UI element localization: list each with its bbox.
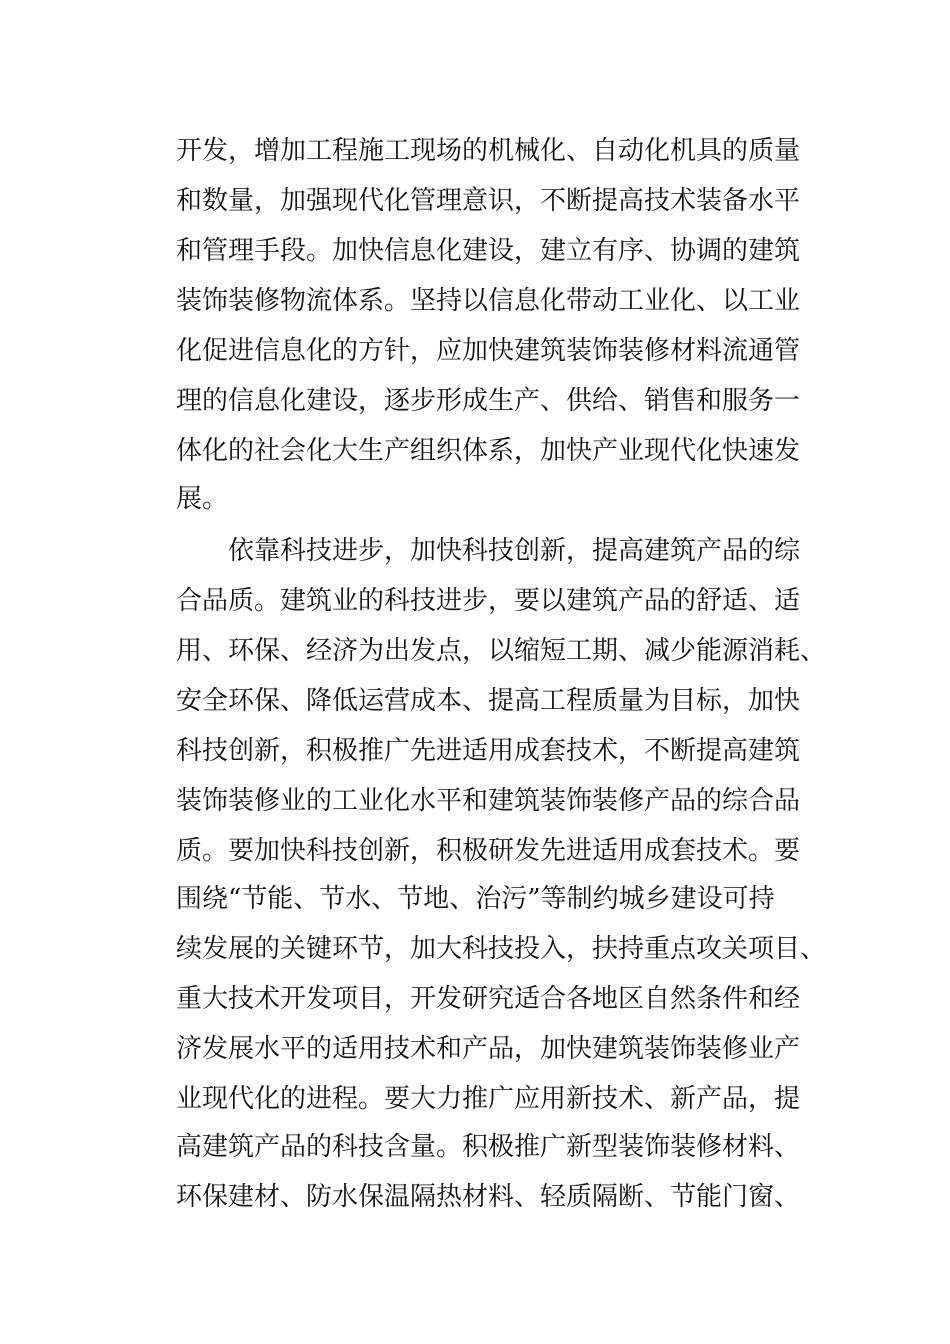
text-line: 业现代化的进程。要大力推广应用新技术、新产品，提 (176, 1084, 801, 1114)
text-line: 质。要加快科技创新，积极研发先进适用成套技术。要 (176, 836, 801, 866)
text-line: 安全环保、降低运营成本、提高工程质量为目标，加快 (176, 686, 801, 716)
text-line: 围绕“节能、节水、节地、治污”等制约城乡建设可持 (176, 884, 775, 914)
text-line: 体化的社会化大生产组织体系，加快产业现代化快速发 (176, 436, 801, 466)
text-line: 环保建材、防水保温隔热材料、轻质隔断、节能门窗、 (176, 1182, 801, 1212)
text-line: 开发，增加工程施工现场的机械化、自动化机具的质量 (176, 136, 801, 166)
text-line: 化促进信息化的方针，应加快建筑装饰装修材料流通管 (176, 336, 801, 366)
text-line: 续发展的关键环节，加大科技投入，扶持重点攻关项目、 (176, 934, 827, 964)
text-line: 合品质。建筑业的科技进步，要以建筑产品的舒适、适 (176, 586, 801, 616)
text-line: 和管理手段。加快信息化建设，建立有序、协调的建筑 (176, 236, 801, 266)
text-line: 高建筑产品的科技含量。积极推广新型装饰装修材料、 (176, 1132, 801, 1162)
text-line: 理的信息化建设，逐步形成生产、供给、销售和服务一 (176, 386, 801, 416)
text-line: 科技创新，积极推广先进适用成套技术，不断提高建筑 (176, 736, 801, 766)
text-line: 装饰装修业的工业化水平和建筑装饰装修产品的综合品 (176, 786, 801, 816)
text-line: 依靠科技进步，加快科技创新，提高建筑产品的综 (228, 536, 801, 566)
text-line: 装饰装修物流体系。坚持以信息化带动工业化、以工业 (176, 286, 801, 316)
text-line: 展。 (176, 484, 229, 514)
text-line: 用、环保、经济为出发点，以缩短工期、减少能源消耗、 (176, 636, 827, 666)
text-line: 重大技术开发项目，开发研究适合各地区自然条件和经 (176, 984, 801, 1014)
text-line: 济发展水平的适用技术和产品，加快建筑装饰装修业产 (176, 1034, 801, 1064)
text-line: 和数量，加强现代化管理意识，不断提高技术装备水平 (176, 186, 801, 216)
